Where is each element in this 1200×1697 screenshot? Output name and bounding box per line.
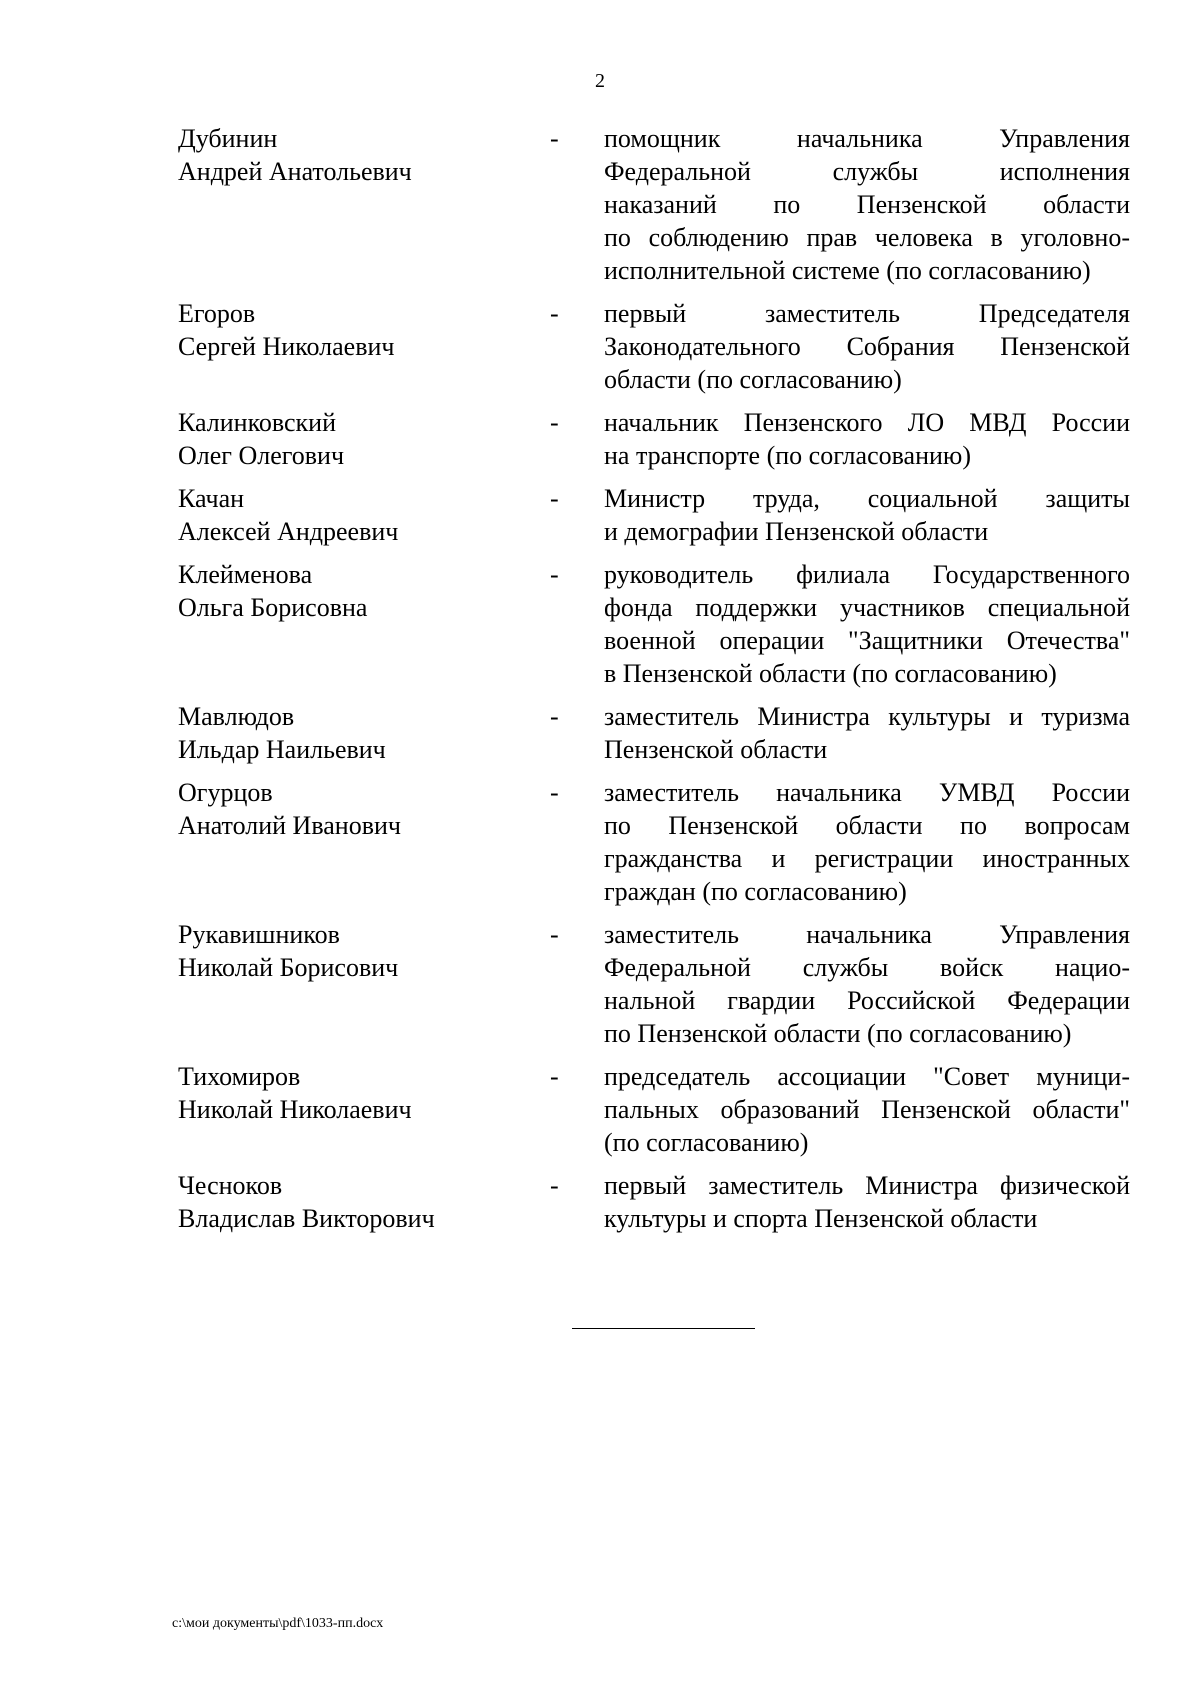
member-given-names: Николай Николаевич [178, 1095, 412, 1124]
member-role-line: по соблюдению прав человека в уголовно- [604, 223, 1130, 252]
member-role-line: нальной гвардии Российской Федерации [604, 986, 1130, 1015]
member-given-names: Алексей Андреевич [178, 517, 399, 546]
member-role-line: военной операции "Защитники Отечества" [604, 626, 1130, 655]
member-entry [178, 297, 1130, 396]
member-role-line: наказаний по Пензенской области [604, 190, 1130, 219]
member-role-line: заместитель Министра культуры и туризма [604, 702, 1130, 731]
member-entry [178, 558, 1130, 690]
dash-separator: - [550, 702, 559, 731]
member-name [178, 406, 550, 472]
member-role-line: Министр труда, социальной защиты [604, 484, 1130, 513]
member-role-line: Федеральной службы исполнения [604, 157, 1130, 186]
members-list [178, 122, 1130, 1245]
member-name [178, 297, 550, 396]
member-given-names: Олег Олегович [178, 441, 345, 470]
member-entry [178, 1169, 1130, 1235]
member-surname: Дубинин [178, 124, 278, 153]
dash-separator: - [550, 920, 559, 949]
member-name [178, 700, 550, 766]
page-number: 2 [595, 70, 605, 92]
member-surname: Калинковский [178, 408, 337, 437]
member-given-names: Анатолий Иванович [178, 811, 401, 840]
dash-separator: - [550, 299, 559, 328]
member-role-line: на транспорте (по согласованию) [604, 441, 971, 470]
member-surname: Чесноков [178, 1171, 283, 1200]
member-name [178, 122, 550, 287]
member-surname: Качан [178, 484, 245, 513]
member-role-line: помощник начальника Управления [604, 124, 1130, 153]
member-role-line: заместитель начальника Управления [604, 920, 1130, 949]
member-entry [178, 918, 1130, 1050]
member-name [178, 482, 550, 548]
dash-separator: - [550, 778, 559, 807]
dash-separator: - [550, 1062, 559, 1091]
member-surname: Рукавишников [178, 920, 340, 949]
member-role-line: по Пензенской области (по согласованию) [604, 1019, 1072, 1048]
separator-line [572, 1328, 755, 1329]
member-role [604, 406, 1130, 472]
member-given-names: Андрей Анатольевич [178, 157, 412, 186]
member-role-line: первый заместитель Министра физической [604, 1171, 1130, 1200]
member-given-names: Николай Борисович [178, 953, 399, 982]
member-name [178, 558, 550, 690]
member-entry [178, 776, 1130, 908]
member-role-line: заместитель начальника УМВД России [604, 778, 1130, 807]
member-role-line: фонда поддержки участников специальной [604, 593, 1130, 622]
member-role-line: области (по согласованию) [604, 365, 902, 394]
member-entry [178, 1060, 1130, 1159]
member-name [178, 918, 550, 1050]
member-surname: Мавлюдов [178, 702, 295, 731]
member-surname: Тихомиров [178, 1062, 301, 1091]
member-given-names: Ольга Борисовна [178, 593, 368, 622]
member-role [604, 482, 1130, 548]
member-entry [178, 406, 1130, 472]
member-surname: Огурцов [178, 778, 273, 807]
member-role [604, 918, 1130, 1050]
member-entry [178, 122, 1130, 287]
member-role [604, 1060, 1130, 1159]
member-role-line: гражданства и регистрации иностранных [604, 844, 1130, 873]
member-role-line: культуры и спорта Пензенской области [604, 1204, 1038, 1233]
member-given-names: Ильдар Наильевич [178, 735, 386, 764]
dash-separator: - [550, 560, 559, 589]
member-role-line: исполнительной системе (по согласованию) [604, 256, 1091, 285]
member-role-line: по Пензенской области по вопросам [604, 811, 1130, 840]
member-role [604, 122, 1130, 287]
dash-separator: - [550, 1171, 559, 1200]
member-given-names: Сергей Николаевич [178, 332, 395, 361]
member-name [178, 1169, 550, 1235]
member-role-line: начальник Пензенского ЛО МВД России [604, 408, 1130, 437]
member-role-line: пальных образований Пензенской области" [604, 1095, 1130, 1124]
member-role-line: и демографии Пензенской области [604, 517, 989, 546]
member-surname: Егоров [178, 299, 256, 328]
member-role [604, 776, 1130, 908]
member-name [178, 776, 550, 908]
member-role [604, 558, 1130, 690]
member-role [604, 700, 1130, 766]
member-role-line: Пензенской области [604, 735, 828, 764]
dash-separator: - [550, 408, 559, 437]
footer-file-path: c:\мои документы\pdf\1033-пп.docx [172, 1616, 384, 1631]
member-role-line: (по согласованию) [604, 1128, 809, 1157]
member-role [604, 1169, 1130, 1235]
member-role-line: Федеральной службы войск нацио- [604, 953, 1130, 982]
member-entry [178, 700, 1130, 766]
member-role-line: граждан (по согласованию) [604, 877, 907, 906]
dash-separator: - [550, 124, 559, 153]
member-given-names: Владислав Викторович [178, 1204, 435, 1233]
member-name [178, 1060, 550, 1159]
member-role-line: руководитель филиала Государственного [604, 560, 1130, 589]
member-role-line: Законодательного Собрания Пензенской [604, 332, 1130, 361]
member-role-line: в Пензенской области (по согласованию) [604, 659, 1057, 688]
member-role [604, 297, 1130, 396]
member-surname: Клейменова [178, 560, 313, 589]
dash-separator: - [550, 484, 559, 513]
member-role-line: первый заместитель Председателя [604, 299, 1130, 328]
member-role-line: председатель ассоциации "Совет муници- [604, 1062, 1130, 1091]
member-entry [178, 482, 1130, 548]
